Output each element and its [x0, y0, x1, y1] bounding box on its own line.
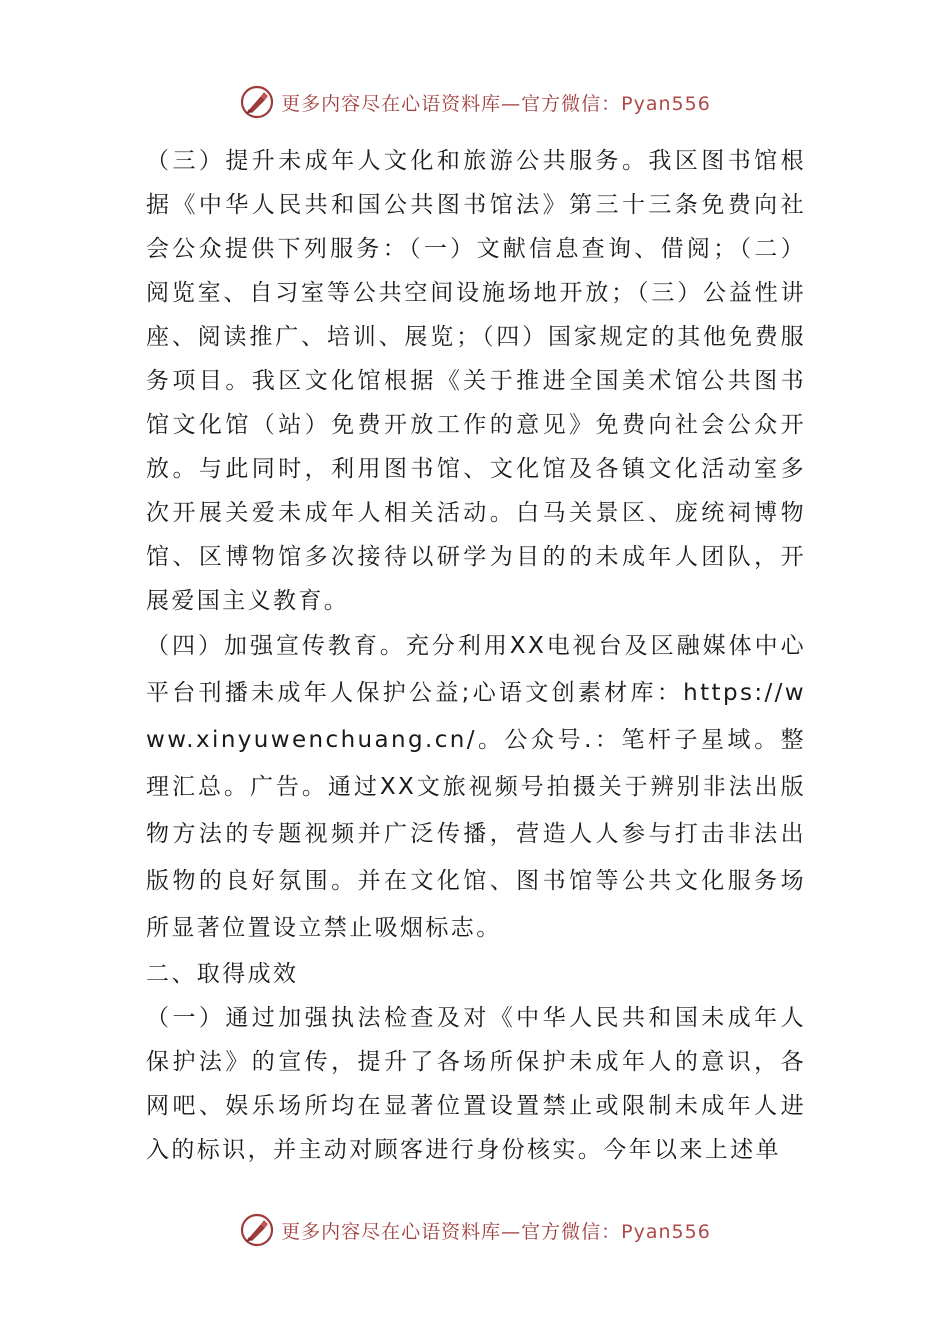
footer-banner	[0, 1208, 950, 1252]
document-body	[146, 139, 806, 1172]
footer-banner-text: 更多内容尽在心语资料库—官方微信：Pyan556	[281, 1220, 711, 1243]
header-wechat-id: Pyan556	[621, 92, 711, 115]
paragraph-law-enforcement-results: （一）通过加强执法检查及对《中华人民共和国未成年人保护法》的宣传，提升了各场所保护未成年人的意识，各网吧、娱乐场所均在显著位置设置禁止或限制未成年人进入的标识，并主动对顾客进行身份核实。今年以来上述单	[146, 1005, 806, 1163]
section-heading-results: 二、取得成效	[146, 961, 299, 987]
paragraph-publicity-education: （四）加强宣传教育。充分利用XX电视台及区融媒体中心平台刊播未成年人保护公益;心语文创素材库：https://www.xinyuwenchuang.cn/。公众号.：笔杆子星域。整理汇总。广告。通过XX文旅视频号拍摄关于辨别非法出版物方法的专题视频并广泛传播，营造人人参与打击非法出版物的良好氛围。并在文化馆、图书馆等公共文化服务场所显著位置设立禁止吸烟标志。	[146, 633, 806, 941]
pen-nib-logo-icon	[239, 84, 275, 120]
pen-nib-logo-icon	[239, 1212, 275, 1248]
paragraph-culture-tourism-services: （三）提升未成年人文化和旅游公共服务。我区图书馆根据《中华人民共和国公共图书馆法》第三十三条免费向社会公众提供下列服务：（一）文献信息查询、借阅；（二）阅览室、自习室等公共空间设施场地开放；（三）公益性讲座、阅读推广、培训、展览；（四）国家规定的其他免费服务项目。我区文化馆根据《关于推进全国美术馆公共图书馆文化馆（站）免费开放工作的意见》免费向社会公众开放。与此同时，利用图书馆、文化馆及各镇文化活动室多次开展关爱未成年人相关活动。白马关景区、庞统祠博物馆、区博物馆多次接待以研学为目的的未成年人团队，开展爱国主义教育。	[146, 148, 806, 614]
header-banner-text: 更多内容尽在心语资料库—官方微信：Pyan556	[281, 92, 711, 115]
footer-wechat-id: Pyan556	[621, 1220, 711, 1243]
header-banner	[0, 80, 950, 124]
